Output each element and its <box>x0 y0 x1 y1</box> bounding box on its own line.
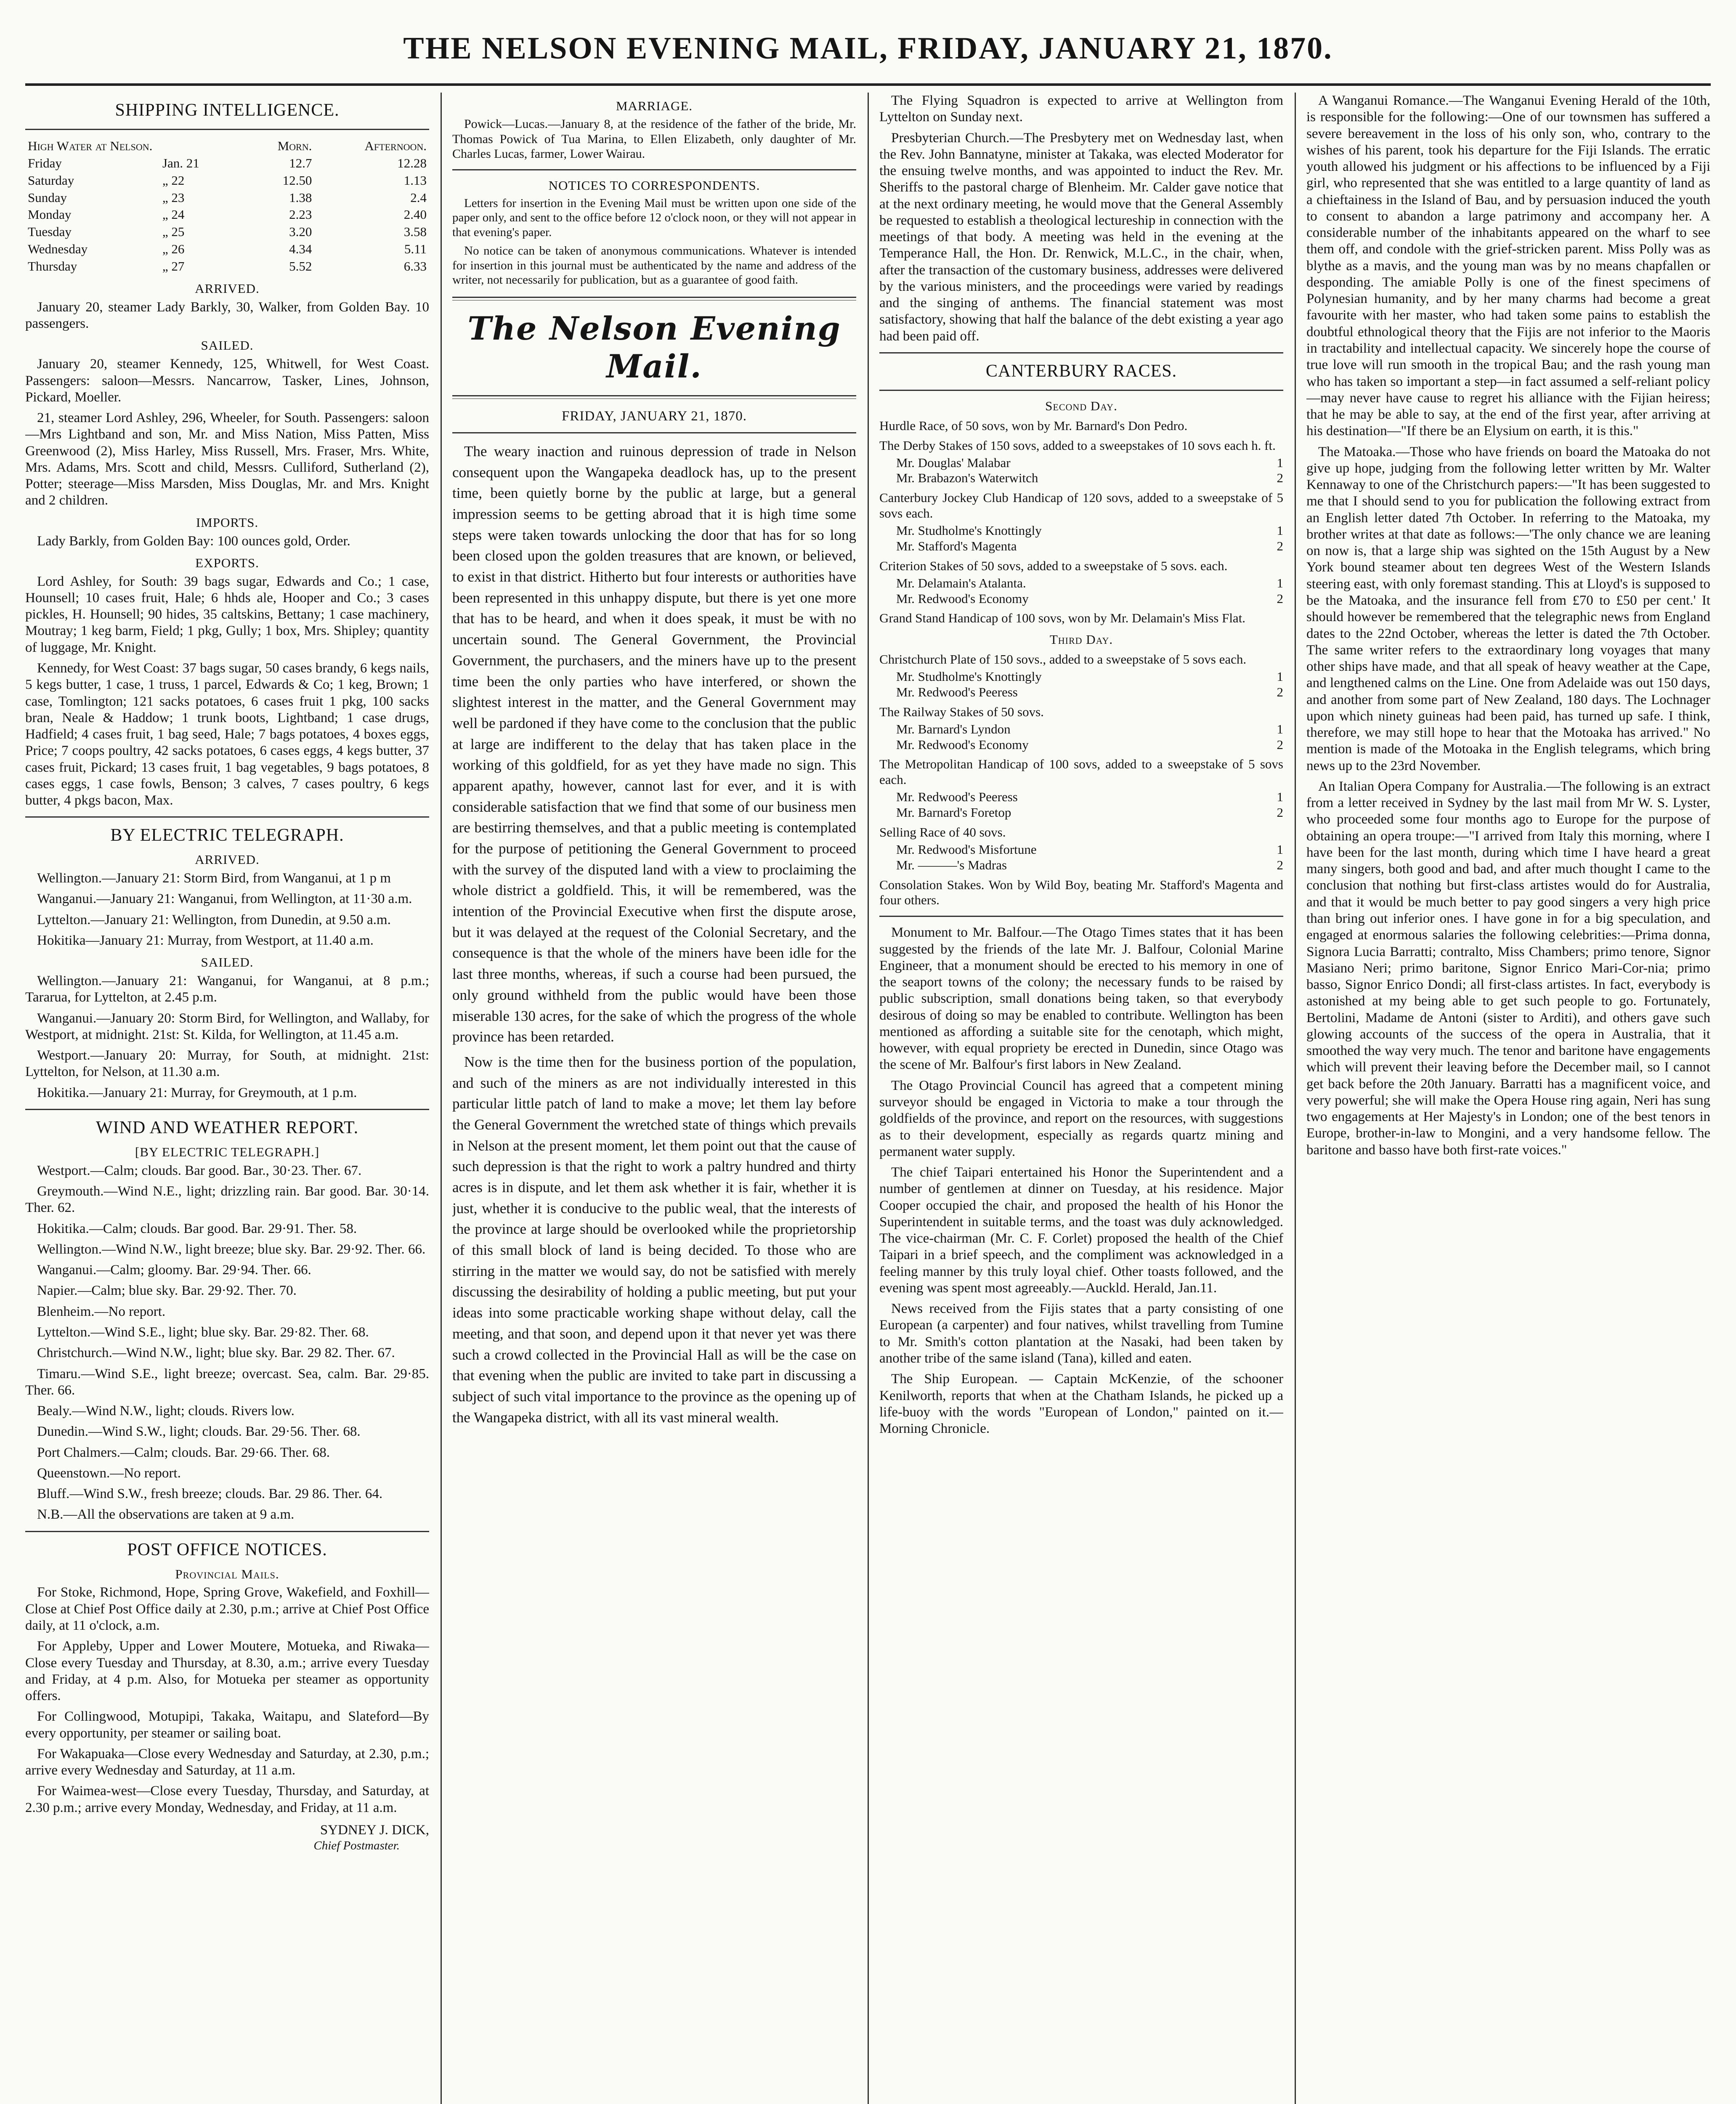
tide-cell: Friday <box>28 155 62 170</box>
column-rule <box>441 93 442 2104</box>
race-item <box>879 704 1283 753</box>
race-placing <box>879 685 1283 700</box>
race-item <box>879 825 1283 873</box>
tel-sailed-heading: SAILED. <box>201 955 254 970</box>
placing-number: 1 <box>1277 789 1283 805</box>
post-office-heading: POST OFFICE NOTICES. <box>127 1540 327 1559</box>
tide-cell: 2.4 <box>410 190 427 205</box>
editorial-dateline: FRIDAY, JANUARY 21, 1870. <box>561 408 747 424</box>
races-heading: CANTERBURY RACES. <box>985 361 1177 381</box>
marriage-text: Powick—Lucas.—January 8, at the residence of the father of the bride, Mr. Thomas Powick of Tua Marina, to Ellen Elizabeth, only daughter of Mr. Charles Lucas, farmer, Lower Wairau. <box>452 117 856 161</box>
tide-body <box>25 155 429 275</box>
weather-heading: WIND AND WEATHER REPORT. <box>96 1118 359 1138</box>
race-item <box>879 611 1283 626</box>
double-rule <box>452 297 856 300</box>
race-description: The Railway Stakes of 50 sovs. <box>879 704 1044 719</box>
race-placing <box>879 539 1283 554</box>
tide-header-row <box>25 138 429 155</box>
placing-number: 2 <box>1277 857 1283 872</box>
sailed-text: January 20, steamer Kennedy, 125, Whitwell, for West Coast. Passengers: saloon—Messrs. Nancarrow, Tasker, Lines, Johnson, Pickard, Moeller. <box>25 356 429 405</box>
race-description: Grand Stand Handicap of 100 sovs, won by Mr. Delamain's Miss Flat. <box>879 611 1246 626</box>
notices-text: No notice can be taken of anonymous communications. Whatever is intended for insertion in this journal must be authenticated by the name and address of the writer, not necessarily for publication, but as a guarantee of good faith. <box>452 244 856 287</box>
tide-cell: 4.34 <box>289 242 312 257</box>
news-paragraph: The Otago Provincial Council has agreed that a competent mining surveyor should be engaged in Victoria to make a tour through the goldfields of the province, and report on the resources, with suggestions as to their development, especially as regards quartz mining and permanent water supply. <box>879 1078 1283 1159</box>
tel-arrived-heading: ARRIVED. <box>195 852 260 867</box>
newspaper-page <box>25 17 1711 2104</box>
tide-cell: „ 25 <box>162 224 185 239</box>
tel-arrived-item: Hokitika—January 21: Murray, from Westport, at 11.40 a.m. <box>37 933 374 948</box>
tide-cell: Jan. 21 <box>162 155 199 170</box>
tide-row <box>25 189 429 207</box>
news-paragraph: Presbyterian Church.—The Presbytery met on Wednesday last, when the Rev. John Bannatyne, minister at Takaka, was elected Moderator for the ensuing twelve months, and was appointed to induct the Rev. Mr. Sheriffs to the pastoral charge of Blenheim. Mr. Calder gave notice that at the next ordinary meeting, he would move that the General Assembly be requested to establish a theological lectureship in connection with the meetings of that body. A meeting was held in the evening at the Temperance Hall, the Hon. Dr. Renwick, M.L.C., in the chair, when, after the transaction of the customary business, addresses were delivered by the various ministers, and the proceedings were varied by readings and the singing of anthems. The financial statement was most satisfactory, showing that half the balance of the debt existing a year ago had been paid off. <box>879 130 1283 344</box>
race-description: The Metropolitan Handicap of 100 sovs, added to a sweepstake of 5 sovs each. <box>879 757 1283 787</box>
race-description: Consolation Stakes. Won by Wild Boy, beating Mr. Stafford's Magenta and four others. <box>879 877 1283 908</box>
weather-item: Port Chalmers.—Calm; clouds. Bar. 29·66. Ther. 68. <box>37 1445 330 1460</box>
placing-number: 1 <box>1277 669 1283 684</box>
race-placing <box>879 455 1283 471</box>
column-rule <box>868 93 869 2104</box>
marriage-heading: MARRIAGE. <box>616 98 693 113</box>
masthead-rule <box>25 83 1711 86</box>
horse-name: Mr. Redwood's Economy <box>896 591 1029 606</box>
column-4 <box>1306 93 1710 2104</box>
weather-item: Christchurch.—Wind N.W., light; blue sky. Bar. 29 82. Ther. 67. <box>37 1345 395 1361</box>
race-description: Christchurch Plate of 150 sovs., added to a sweepstake of 5 sovs each. <box>879 652 1247 667</box>
tide-cell: 2.23 <box>289 207 312 222</box>
weather-item: Greymouth.—Wind N.E., light; drizzling rain. Bar good. Bar. 30·14. Ther. 62. <box>25 1184 429 1216</box>
imports-heading: IMPORTS. <box>196 515 259 530</box>
sailed-text: 21, steamer Lord Ashley, 296, Wheeler, for South. Passengers: saloon—Mrs Lightband and son, Mr. and Miss Nation, Miss Patten, Miss Greenwood (2), Miss Harley, Miss Russell, Mrs. Fraser, Mrs. White, Mrs. Adams, Mrs. Scott and child, Messrs. Culliford, Sutherland (2), Potter; steerage—Miss Marsden, Miss Douglas, Mr. and Mrs. Knight and 2 children. <box>25 410 429 508</box>
column-2 <box>452 93 856 2104</box>
tel-sailed-item: Wellington.—January 21: Wanganui, for Wanganui, at 8 p.m.; Tararua, for Lyttelton, at 2.45 p.m. <box>25 973 429 1005</box>
news-paragraph: The Flying Squadron is expected to arrive at Wellington from Lyttelton on Sunday next. <box>879 93 1283 125</box>
horse-name: Mr. Studholme's Knottingly <box>896 523 1042 538</box>
double-rule <box>452 395 856 399</box>
tide-header-place: High Water at Nelson. <box>28 138 153 153</box>
news-paragraph: The chief Taipari entertained his Honor the Superintendent and a number of gentlemen at dinner on Tuesday, at his residence. Major Cooper occupied the chair, and proposed the health of his Honor the Superintendent in suitable terms, and the toast was duly acknowledged. The vice-chairman (Mr. C. F. Corlet) proposed the health of the Chief Taipari in a brief speech, and the compliment was acknowledged in a feeling manner by this truly loyal chief. Other toasts followed, and the evening was spent most agreeably.—Auckld. Herald, Jan.11. <box>879 1165 1283 1296</box>
post-item: For Stoke, Richmond, Hope, Spring Grove, Wakefield, and Foxhill—Close at Chief Post Office daily at 2.30, p.m.; arrive at Chief Post Office daily, at 11 o'clock, a.m. <box>25 1585 429 1634</box>
race-placing <box>879 842 1283 858</box>
placing-number: 2 <box>1277 684 1283 699</box>
race-placing <box>879 470 1283 486</box>
divider <box>879 916 1283 917</box>
divider <box>879 390 1283 391</box>
race-placing <box>879 722 1283 737</box>
tide-cell: 5.11 <box>404 242 427 257</box>
divider <box>25 816 429 818</box>
race-description: The Derby Stakes of 150 sovs, added to a sweepstakes of 10 sovs each h. ft. <box>879 438 1276 453</box>
post-list <box>25 1584 429 1816</box>
placing-number: 1 <box>1277 575 1283 590</box>
post-office-subheading: Provincial Mails. <box>175 1566 279 1581</box>
race-placing <box>879 576 1283 591</box>
placing-number: 1 <box>1277 842 1283 857</box>
tide-cell: „ 23 <box>162 190 185 205</box>
exports-text: Kennedy, for West Coast: 37 bags sugar, 50 cases brandy, 6 kegs nails, 5 kegs butter, 1 case, 1 truss, 1 parcel, Edwards & Co; 1 keg, Brown; 1 case, Tomlington; 121 sacks potatoes, 6 cases fruit 1 pkg, 100 sacks bran, Neale & Haddow; 1 trunk boots, Lightband; 1 case drugs, Hadfield; 4 cases fruit, 1 bag seed, Hale; 7 bags potatoes, 4 boxes eggs, Price; 7 coops poultry, 42 sacks potatoes, 6 cases eggs, 4 kegs butter, 37 cases fruit, Pickard; 13 cases fruit, 1 bag vegetables, 9 bags potatoes, 8 cases eggs, 1 case fowls, Benson; 3 calves, 7 cases poultry, 6 kegs butter, 4 pkgs bacon, Max. <box>25 660 429 808</box>
horse-name: Mr. Barnard's Lyndon <box>896 721 1011 736</box>
tide-cell: Wednesday <box>28 242 88 257</box>
weather-item: Napier.—Calm; blue sky. Bar. 29·92. Ther. 70. <box>37 1283 297 1299</box>
column-3 <box>879 93 1283 2104</box>
tide-cell: 1.38 <box>289 190 312 205</box>
tide-cell: Sunday <box>28 190 67 205</box>
placing-number: 1 <box>1277 721 1283 736</box>
arrived-heading: ARRIVED. <box>195 281 260 296</box>
tide-table <box>25 138 429 275</box>
horse-name: Mr. Douglas' Malabar <box>896 455 1011 470</box>
telegraph-heading: BY ELECTRIC TELEGRAPH. <box>110 826 344 845</box>
tide-cell: Monday <box>28 207 72 222</box>
notices-text: Letters for insertion in the Evening Mail must be written upon one side of the paper only, and sent to the office before 12 o'clock noon, or they will not appear in that evening's paper. <box>452 196 856 239</box>
tide-cell: 5.52 <box>289 259 312 274</box>
weather-item: Wanganui.—Calm; gloomy. Bar. 29·94. Ther. 66. <box>37 1262 311 1278</box>
tide-row <box>25 206 429 223</box>
race-item <box>879 877 1283 909</box>
tide-row <box>25 172 429 189</box>
tide-cell: 12.28 <box>397 155 427 170</box>
placing-number: 1 <box>1277 523 1283 538</box>
horse-name: Mr. Delamain's Atalanta. <box>896 575 1026 590</box>
horse-name: Mr. Stafford's Magenta <box>896 538 1017 553</box>
editorial-paragraph: Now is the time then for the business portion of the population, and such of the miners as are not individually interested in this particular little patch of land to make a move; let them lay before the General Government the wretched state of things which prevails in Nelson at the present moment, let them point out that the cause of such depression is that the right to work a paltry hundred and thirty acres is in dispute, and let them ask whether it is fair, whether it is just, whether it is conducive to the public weal, that the interests of the province at large should be overlooked while the proprietorship of this small block of land is being decided. To those who are stirring in the matter we would say, do not be satisfied with merely discussing the desirability of holding a public meeting, but put your ideas into some practicable working shape without delay, call the meeting, and that soon, and depend upon it that never yet was there such a crowd collected in the Provincial Hall as will be the case on that evening when the public are invited to take part in discussing a subject of such vital importance to the province as the opening up of the Wangapeka district, with all its vast mineral wealth. <box>452 1053 856 1426</box>
race-description: Criterion Stakes of 50 sovs, added to a sweepstake of 5 sovs. each. <box>879 558 1228 573</box>
exports-heading: EXPORTS. <box>195 555 259 570</box>
tel-sailed-item: Wanganui.—January 20: Storm Bird, for Wellington, and Wallaby, for Westport, at midnight. 21st: St. Kilda, for Wellington, at 11.45 a.m. <box>25 1010 429 1042</box>
third-day-heading: Third Day. <box>1049 632 1113 647</box>
second-day-heading: Second Day. <box>1045 398 1118 413</box>
race-description: Selling Race of 40 sovs. <box>879 824 1006 839</box>
race-item <box>879 757 1283 821</box>
news-paragraph: The Matoaka.—Those who have friends on board the Matoaka do not give up hope, judging from the following letter written by Mr. Walter Kennaway to one of the Christchurch papers:—"It has been suggested to me that I should send to you for publication the following extract from an English letter dated 7th October. In referring to the Matoaka, my brother writes at that date as follows:—'The only chance we are leaning on now is, that a large ship was sighted on the 15th August by a New York bound steamer about ten degrees West of the Western Islands steering east, with only foremast standing. This at Lloyd's is supposed to be the Matoaka, and the insurance fell from £70 to £50 per cent.' It should however be remembered that the telegraphic news from England dates to the 22nd October, whereas the letter is dated the 7th October. The same writer refers to the extraordinary long voyages that many other ships have made, and that all speak of heavy weather at the Cape, and lengthened calms on the Line. One from Adelaide was out 150 days, and another from some part of New Zealand, 180 days. The Lochnager upon which ninety guineas had been paid, has turned up safe. I think, therefore, we may still hope to hear that the Motoaka has arrived." No mention is made of the Motoaka in the English telegrams, which bring news up to the 23rd November. <box>1306 444 1710 773</box>
race-item <box>879 652 1283 700</box>
weather-item: Westport.—Calm; clouds. Bar good. Bar., 30·23. Ther. 67. <box>37 1163 362 1178</box>
horse-name: Mr. Redwood's Peeress <box>896 789 1018 805</box>
race-placing <box>879 669 1283 685</box>
race-item <box>879 418 1283 434</box>
imports-text: Lady Barkly, from Golden Bay: 100 ounces gold, Order. <box>37 533 350 549</box>
tide-header-afternoon: Afternoon. <box>364 138 427 153</box>
tide-row <box>25 223 429 241</box>
horse-name: Mr. Redwood's Peeress <box>896 684 1018 699</box>
placing-number: 2 <box>1277 591 1283 606</box>
sailed-heading: SAILED. <box>201 338 254 353</box>
tide-cell: „ 27 <box>162 259 185 274</box>
post-item: For Waimea-west—Close every Tuesday, Thursday, and Saturday, at 2.30 p.m.; arrive every Monday, Wednesday, and Friday, at 11 a.m. <box>25 1783 429 1815</box>
weather-note: N.B.—All the observations are taken at 9 a.m. <box>37 1507 295 1522</box>
tide-cell: 1.13 <box>403 173 427 188</box>
postmaster-title: Chief Postmaster. <box>313 1839 400 1853</box>
horse-name: Mr. Redwood's Economy <box>896 737 1029 752</box>
divider <box>452 432 856 433</box>
weather-item: Timaru.—Wind S.E., light breeze; overcast. Sea, calm. Bar. 29·85. Ther. 66. <box>25 1366 429 1398</box>
placing-number: 2 <box>1277 805 1283 820</box>
weather-item: Bealy.—Wind N.W., light; clouds. Rivers low. <box>37 1403 295 1419</box>
race-item <box>879 438 1283 486</box>
tide-cell: „ 22 <box>162 173 185 188</box>
divider <box>452 169 856 170</box>
tel-sailed-item: Hokitika.—January 21: Murray, for Greymouth, at 1 p.m. <box>37 1085 357 1100</box>
column-1 <box>25 93 429 2104</box>
weather-item: Blenheim.—No report. <box>37 1304 166 1319</box>
tide-row <box>25 258 429 275</box>
tide-cell: 12.50 <box>282 173 312 188</box>
race-placing <box>879 858 1283 873</box>
race-description: Hurdle Race, of 50 sovs, won by Mr. Barnard's Don Pedro. <box>879 418 1188 433</box>
tide-cell: Tuesday <box>28 224 72 239</box>
notices-heading: NOTICES TO CORRESPONDENTS. <box>548 178 760 193</box>
weather-item: Hokitika.—Calm; clouds. Bar good. Bar. 29·91. Ther. 58. <box>37 1221 357 1236</box>
editorial-paragraph: The weary inaction and ruinous depression of trade in Nelson consequent upon the Wangapeka deadlock has, up to the present time, been quietly borne by the public at large, but a general impression seems to be getting abroad that it is high time some steps were taken towards unlocking the door that has for so long been closed upon the golden treasures that are known, or believed, to exist in that district. Hitherto but four interests or authorities have been represented in this unhappy dispute, but there is yet one more that has to be heard, and when it does speak, it must be with no uncertain sound. The General Government, the Provincial Government, the purchasers, and the miners have up to the present time been the only parties who have interfered, or shown the slightest interest in the matter, and the General Government may well be pardoned if they have come to the conclusion that the public at large are indifferent to the delay that has taken place in the working of this goldfield, for as yet they have made no sign. This apparent apathy, however, cannot last for ever, and it is with considerable satisfaction that we find that some of our business men are bestirring themselves, and that a public meeting is contemplated for the purpose of petitioning the General Government to proceed with the survey of the disputed land with a view to proclaiming the whole district a goldfield. This, it will be remembered, was the intention of the Provincial Executive when first the dispute arose, but it was delayed at the request of the Colonial Secretary, and the consequence is that the whole of the miners have been idle for the last three months, whereas, if such a course had been pursued, the only ground withheld from the public would have been those miserable 130 acres, for the sake of which the progress of the whole province has been retarded. <box>452 443 856 1045</box>
weather-item: Queenstown.—No report. <box>37 1465 181 1481</box>
paper-nameplate: The Nelson Evening Mail. <box>467 309 841 385</box>
weather-list <box>25 1163 429 1503</box>
divider <box>25 1531 429 1532</box>
exports-text: Lord Ashley, for South: 39 bags sugar, Edwards and Co.; 1 case, Hounsell; 10 cases fruit, Hale; 6 hhds ale, Hooper and Co.; 3 cases pickles, H. Hounsell; 90 hides, 35 caltskins, Bettany; 1 case machinery, Moutray; 1 keg barm, Field; 1 pkg, Gully; 1 box, Mrs. Shipley; quantity of luggage, Mr. Knight. <box>25 574 429 655</box>
horse-name: Mr. Redwood's Misfortune <box>896 842 1037 857</box>
postmaster-signature: SYDNEY J. DICK, <box>320 1822 429 1838</box>
horse-name: Mr. Brabazon's Waterwitch <box>896 470 1038 486</box>
race-description: Canterbury Jockey Club Handicap of 120 sovs, added to a sweepstake of 5 sovs each. <box>879 490 1283 521</box>
divider <box>25 129 429 130</box>
placing-number: 1 <box>1277 455 1283 470</box>
tide-cell: 2.40 <box>403 207 427 222</box>
race-placing <box>879 805 1283 821</box>
news-paragraph: An Italian Opera Company for Australia.—The following is an extract from a letter received in Sydney by the last mail from Mr W. S. Lyster, who proceeded some four months ago to Europe for the purpose of obtaining an opera troupe:—"I arrived from Italy this morning, where I have been for the last month, during which time I have heard a great many singers, both good and bad, and after much thought I came to the conclusion that nothing but first-class artistes would do for Australia, and that it would be much better to pay good singers a very high price than bring out inferior ones. I have gone in for a big speculation, and engaged at enormous salaries the following celebrities:—Prima donna, Signora Lucia Barratti; contralto, Miss Chambers; primo tenore, Signor Masiano Neri; primo baritone, Signor Enrico Mari-Cor-nia; primo basso, Signor Enrico Dondi; all first-class artistes. In fact, everybody is astonished at my being able to get such people to go. Fortunately, Bertolini, Madame de Antoni (sister to Arditi), and others gave such glowing accounts of the success of the opera in Australia, that it smoothed the way very much. The tenor and baritone have engagements which will prevent their leaving before the December mail, so I cannot get back before the 20th January. Barratti has a magnificent voice, and very powerful; she will make the Opera House ring again, Neri has sung two engagements at Her Majesty's in London; one of the best tenors in Europe, brother-in-law to Mongini, and a very handsome fellow. The baritone and basso have both first-rate voices." <box>1306 778 1710 1158</box>
tide-cell: 12.7 <box>289 155 312 170</box>
news-paragraph: News received from the Fijis states that a party consisting of one European (a carpenter) and four natives, whilst travelling from Tumine to Mr. Smith's cotton plantation at the Nasaki, had been taken by another tribe of the same island (Tana), killed and eaten. <box>879 1301 1283 1366</box>
weather-item: Wellington.—Wind N.W., light breeze; blue sky. Bar. 29·92. Ther. 66. <box>37 1241 426 1257</box>
tide-row <box>25 155 429 172</box>
tel-arrived-item: Lyttelton.—January 21: Wellington, from Dunedin, at 9.50 a.m. <box>37 912 391 927</box>
placing-number: 2 <box>1277 737 1283 752</box>
arrived-text: January 20, steamer Lady Barkly, 30, Walker, from Golden Bay. 10 passengers. <box>25 299 429 332</box>
post-item: For Wakapuaka—Close every Wednesday and Saturday, at 2.30, p.m.; arrive every Wednesday and Saturday, at 11 a.m. <box>25 1746 429 1778</box>
race-placing <box>879 789 1283 805</box>
tel-arrived-item: Wanganui.—January 21: Wanganui, from Wellington, at 11·30 a.m. <box>37 891 412 907</box>
race-placing <box>879 523 1283 539</box>
races-day2 <box>879 418 1283 627</box>
tide-header-morn: Morn. <box>277 138 312 153</box>
race-placing <box>879 591 1283 607</box>
horse-name: Mr. ———'s Madras <box>896 857 1007 872</box>
tide-cell: Saturday <box>28 173 74 188</box>
weather-item: Lyttelton.—Wind S.E., light; blue sky. Bar. 29·82. Ther. 68. <box>37 1324 369 1340</box>
race-item <box>879 558 1283 607</box>
divider <box>25 1109 429 1110</box>
post-item: For Appleby, Upper and Lower Moutere, Motueka, and Riwaka—Close every Tuesday and Thursday, at 8.30, a.m.; arrive every Tuesday and Friday, at 4 p.m. Also, for Motueka per steamer as opportunity offers. <box>25 1639 429 1704</box>
placing-number: 2 <box>1277 470 1283 486</box>
news-paragraph: Monument to Mr. Balfour.—The Otago Times states that it has been suggested by the friends of the late Mr. J. Balfour, Colonial Marine Engineer, that a monument should be erected to his memory in one of the seaport towns of the colony; the necessary funds to be raised by public subscription, small donations being taken, so that everybody desirous of doing so may be enabled to contribute. Wellington has been mentioned as affording a suitable site for the cenotaph, which might, however, with equal propriety be erected in Dunedin, since Otago was the scene of Mr. Balfour's first labors in New Zealand. <box>879 925 1283 1073</box>
weather-item: Dunedin.—Wind S.W., light; clouds. Bar. 29·56. Ther. 68. <box>37 1424 361 1440</box>
tide-cell: 6.33 <box>403 259 427 274</box>
tide-cell: Thursday <box>28 259 77 274</box>
race-placing <box>879 737 1283 753</box>
shipping-heading: SHIPPING INTELLIGENCE. <box>115 101 340 120</box>
horse-name: Mr. Barnard's Foretop <box>896 805 1011 820</box>
tide-cell: „ 26 <box>162 242 185 257</box>
placing-number: 2 <box>1277 538 1283 553</box>
masthead: THE NELSON EVENING MAIL, FRIDAY, JANUARY 21, 1870. <box>403 31 1333 66</box>
race-item <box>879 490 1283 554</box>
tel-arrived-item: Wellington.—January 21: Storm Bird, from Wanganui, at 1 p m <box>37 871 391 886</box>
tel-sailed-item: Westport.—January 20: Murray, for South, at midnight. 21st: Lyttelton, for Nelson, at 11.30 a.m. <box>25 1048 429 1080</box>
post-item: For Collingwood, Motupipi, Takaka, Waitapu, and Slateford—By every opportunity, per steamer or sailing boat. <box>25 1709 429 1741</box>
column-rule <box>1295 93 1296 2104</box>
tide-cell: 3.58 <box>403 224 427 239</box>
weather-item: Bluff.—Wind S.W., fresh breeze; clouds. Bar. 29 86. Ther. 64. <box>37 1486 383 1502</box>
tide-cell: „ 24 <box>162 207 185 222</box>
divider <box>879 352 1283 353</box>
news-paragraph: The Ship European. — Captain McKenzie, of the schooner Kenilworth, reports that when at the Chatham Islands, he picked up a life-buoy with the words "European of London," painted on it.—Morning Chronicle. <box>879 1371 1283 1437</box>
races-day3 <box>879 652 1283 908</box>
news-paragraph: A Wanganui Romance.—The Wanganui Evening Herald of the 10th, is responsible for the following:—One of our townsmen has suffered a severe bereavement in the loss of his only son, who, contrary to the wishes of his parent, took his departure for the Fiji Islands. The erratic youth allowed his judgment or his affections to be influenced by a Fiji girl, who represented that she was entitled to a large quantity of land as a chieftainess in the Island of Bau, and by persuasion induced the youth to consent to abandon a large patrimony and accompany her. A considerable number of the inhabitants appeared on the wharf to see them off, and condole with the grief-stricken parent. Miss Polly was as blythe as a mavis, and the young man was by no means chapfallen or desponding. The amiable Polly is one of the finest specimens of Polynesian humanity, and by her many charms had become a great favourite with her master, who had taken some pains to establish the doubtful ethnological theory that the Fijis are not inferior to the Maoris in tractability and intellectual capacity. We sincerely hope the course of true love will run smooth in the tropical Bau; and the rash young man who has taken so important a step—in fact assumed a self-reliant policy—may never have cause to regret his alliance with the Fijian heiress; that he may be able to say, at the end of the first year, after arriving at his destination—"If there be an Elysium on earth, it is this." <box>1306 93 1710 439</box>
tide-cell: 3.20 <box>289 224 312 239</box>
weather-subheading: [BY ELECTRIC TELEGRAPH.] <box>135 1144 320 1159</box>
tide-row <box>25 241 429 258</box>
horse-name: Mr. Studholme's Knottingly <box>896 669 1042 684</box>
